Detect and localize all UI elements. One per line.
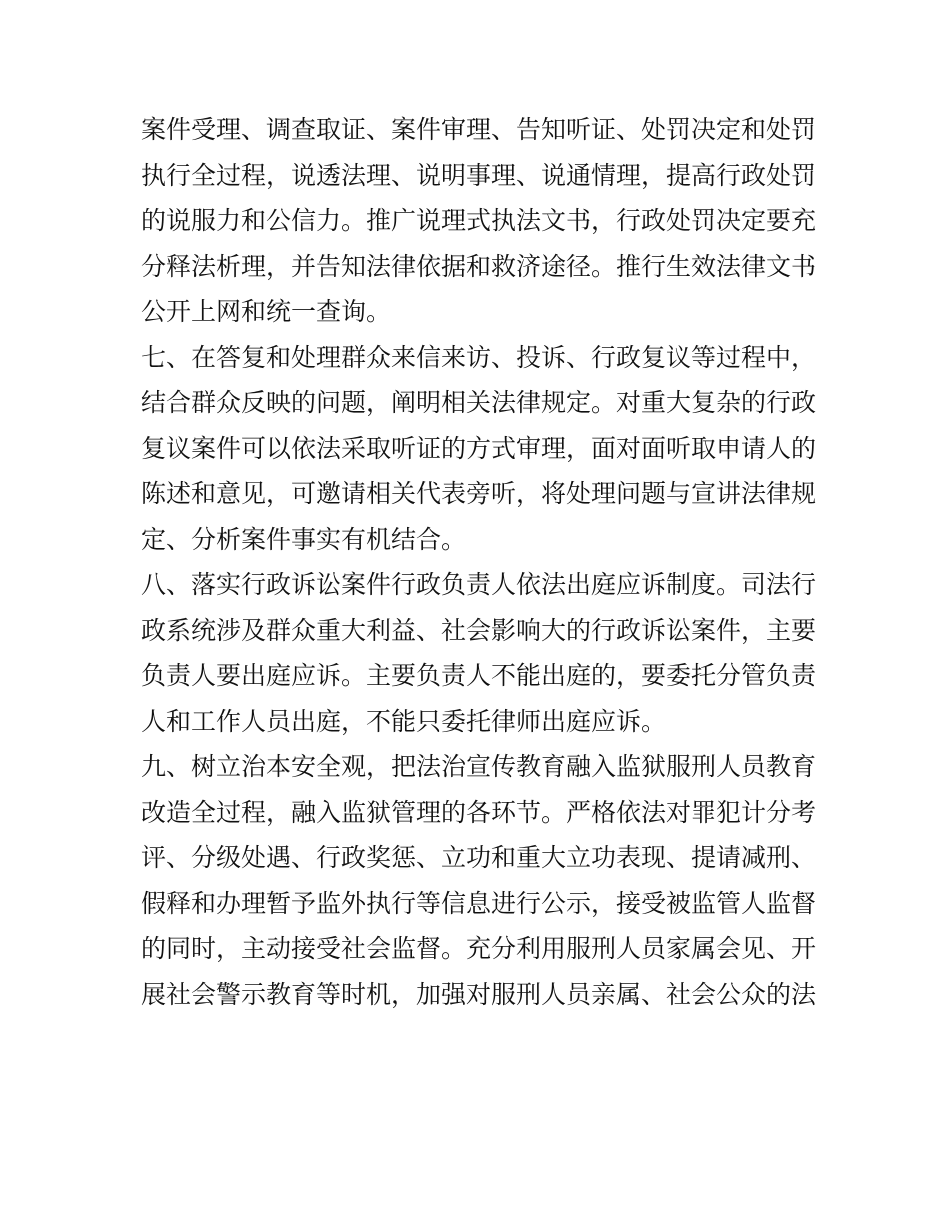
text-line: 的说服力和公信力。推广说理式执法文书，行政处罚决定要充 [141,206,817,235]
text-line: 政系统涉及群众重大利益、社会影响大的行政诉讼案件，主要 [141,615,817,645]
text-line: 改造全过程，融入监狱管理的各环节。严格依法对罪犯计分考 [141,797,817,827]
document-body-text [141,107,821,1017]
text-line: 结合群众反映的问题，阐明相关法律规定。对重大复杂的行政 [141,388,817,417]
text-line: 定、分析案件事实有机结合。 [141,524,467,554]
text-line: 九、树立治本安全观，把法治宣传教育融入监狱服刑人员教育 [141,752,817,781]
text-line: 负责人要出庭应诉。主要负责人不能出庭的，要委托分管负责 [141,661,817,690]
text-line: 案件受理、调查取证、案件审理、告知听证、处罚决定和处罚 [141,115,817,144]
text-line: 假释和办理暂予监外执行等信息进行公示，接受被监管人监督 [141,888,817,918]
text-line: 八、落实行政诉讼案件行政负责人依法出庭应诉制度。司法行 [141,570,817,599]
text-line: 陈述和意见，可邀请相关代表旁听，将处理问题与宣讲法律规 [141,479,817,508]
text-line: 人和工作人员出庭，不能只委托律师出庭应诉。 [141,706,667,736]
text-line: 复议案件可以依法采取听证的方式审理，面对面听取申请人的 [141,433,817,463]
text-line: 七、在答复和处理群众来信来访、投诉、行政复议等过程中， [141,342,817,372]
text-line: 分释法析理，并告知法律依据和救济途径。推行生效法律文书 [141,251,817,281]
text-line: 公开上网和统一查询。 [141,297,392,326]
text-line: 的同时，主动接受社会监督。充分利用服刑人员家属会见、开 [141,934,817,963]
text-line: 评、分级处遇、行政奖惩、立功和重大立功表现、提请减刑、 [141,843,817,872]
text-line: 展社会警示教育等时机，加强对服刑人员亲属、社会公众的法 [141,979,817,1009]
text-line: 执行全过程，说透法理、说明事理、说通情理，提高行政处罚 [141,160,817,190]
